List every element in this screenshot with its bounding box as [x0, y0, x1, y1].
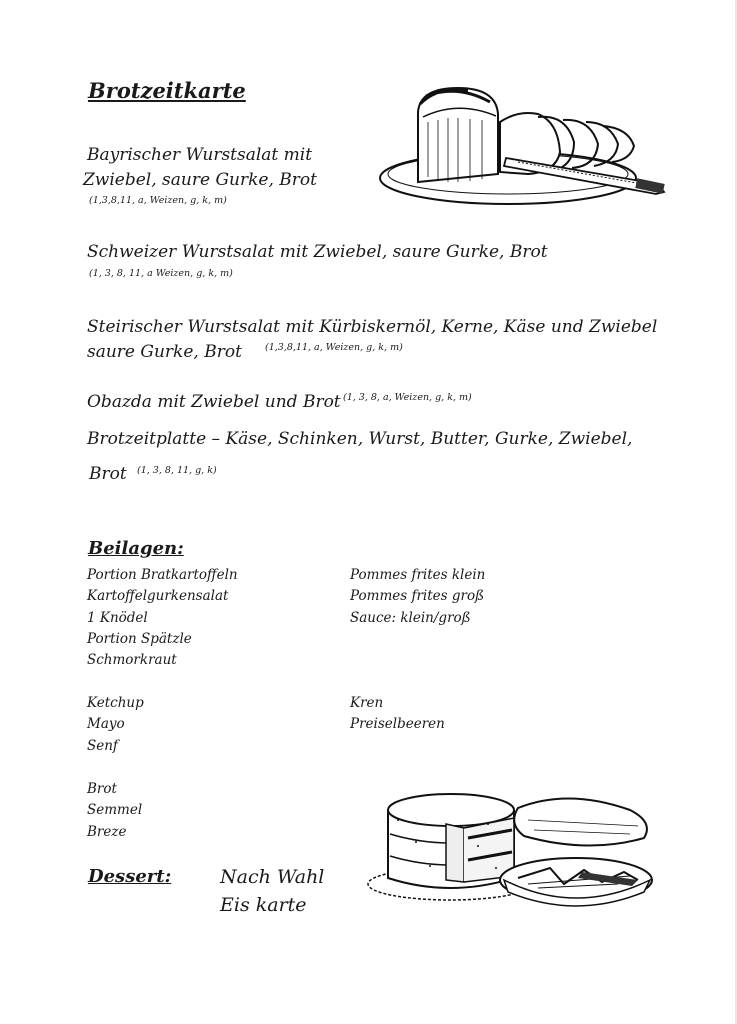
side-item: Portion Bratkartoffeln	[87, 567, 238, 583]
menu-item-steirischer-allergens: (1,3,8,11, a, Weizen, g, k, m)	[265, 342, 403, 353]
sides-left-list	[87, 565, 238, 671]
sauce-item: Mayo	[87, 716, 125, 733]
sides-right-list	[350, 565, 485, 629]
menu-item-bayrischer-allergens: (1,3,8,11, a, Weizen, g, k, m)	[89, 195, 227, 206]
menu-item-obazda: Obazda mit Zwiebel und Brot	[87, 392, 341, 412]
dessert-line-1: Nach Wahl	[220, 866, 325, 888]
menu-item-brotzeitplatte-line2: Brot	[89, 464, 127, 484]
sauce-item: Senf	[87, 737, 118, 754]
side-item: 1 Knödel	[87, 609, 148, 626]
side-item: Kartoffelgurkensalat	[87, 588, 229, 605]
dessert-title: Dessert:	[88, 866, 172, 887]
menu-item-schweizer: Schweizer Wurstsalat mit Zwiebel, saure Gurke, Brot	[87, 242, 548, 262]
bread-item: Breze	[87, 823, 127, 840]
menu-item-steirischer-line1: Steirischer Wurstsalat mit Kürbiskernöl, Kerne, Käse und Zwiebel	[87, 317, 658, 337]
sauce-item: Preiselbeeren	[350, 716, 445, 733]
sides-title: Beilagen:	[88, 538, 184, 559]
menu-item-obazda-allergens: (1, 3, 8, a, Weizen, g, k, m)	[343, 392, 472, 403]
bread-item: Brot	[87, 781, 117, 797]
menu-item-steirischer-line2: saure Gurke, Brot	[87, 342, 242, 362]
sauce-item: Kren	[350, 695, 384, 711]
bread-loaf-illustration-icon	[378, 82, 673, 212]
menu-item-brotzeitplatte-line1: Brotzeitplatte – Käse, Schinken, Wurst, Butter, Gurke, Zwiebel,	[87, 429, 633, 449]
side-item: Schmorkraut	[87, 652, 177, 669]
menu-item-bayrischer-line2: Zwiebel, saure Gurke, Brot	[83, 170, 317, 190]
side-item: Pommes frites klein	[350, 567, 486, 583]
side-item: Portion Spätzle	[87, 630, 192, 647]
sauces-right-list	[350, 693, 445, 736]
menu-title: Brotzeitkarte	[88, 78, 246, 103]
sauces-left-list	[87, 693, 144, 757]
side-item: Pommes frites groß	[350, 588, 485, 605]
menu-item-schweizer-allergens: (1, 3, 8, 11, a Weizen, g, k, m)	[89, 268, 233, 279]
sauce-item: Ketchup	[87, 695, 144, 711]
bread-item: Semmel	[87, 802, 143, 819]
cake-and-pie-illustration-icon	[368, 780, 663, 920]
bread-list	[87, 779, 142, 843]
menu-item-brotzeitplatte-allergens: (1, 3, 8, 11, g, k)	[137, 465, 217, 476]
menu-item-bayrischer-line1: Bayrischer Wurstsalat mit	[87, 145, 313, 165]
dessert-line-2: Eis karte	[220, 894, 307, 916]
side-item: Sauce: klein/groß	[350, 609, 471, 626]
